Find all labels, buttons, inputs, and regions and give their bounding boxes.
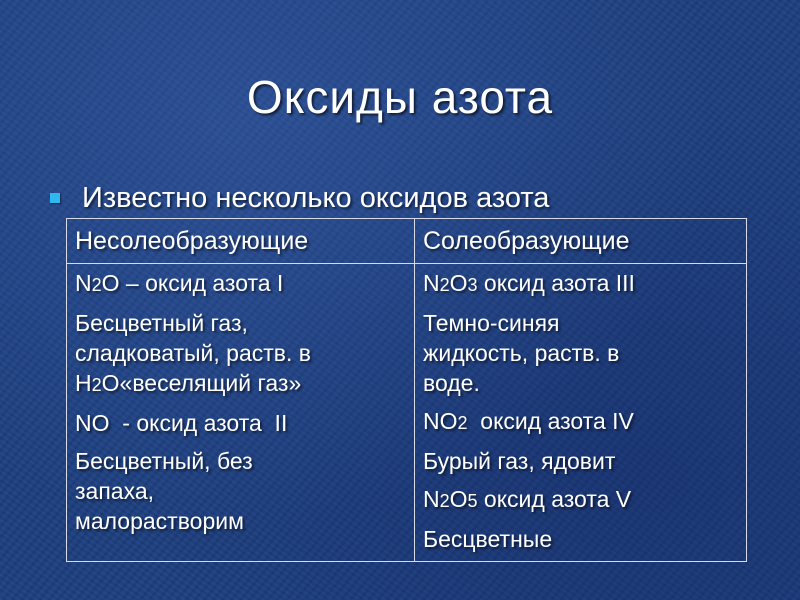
formula-no: NO - оксид азота II (75, 410, 288, 436)
formula-part: O (449, 270, 468, 296)
square-bullet-icon (50, 193, 60, 203)
formula-text: O – оксид азота I (101, 270, 284, 296)
formula-part: O (449, 486, 468, 512)
header-salt-forming: Солеобразующие (415, 219, 747, 264)
formula-n2o5 (423, 484, 738, 516)
no-description (75, 446, 406, 536)
formula-part: H (75, 370, 92, 396)
formula-part: N (75, 270, 92, 296)
n2o3-description (423, 308, 738, 398)
formula-text: O«веселящий газ» (101, 370, 302, 396)
description-line: Бесцветный газ, (75, 310, 248, 336)
formula-text: оксид азота V (477, 486, 632, 512)
formula-index: 2 (439, 491, 450, 511)
no2-description: Бурый газ, ядовит (423, 448, 616, 474)
salt-forming-cell (415, 264, 747, 562)
non-salt-forming-cell (67, 264, 415, 562)
description-line: Темно-синяя (423, 310, 560, 336)
table-header-row (67, 219, 747, 264)
formula-index: 5 (467, 491, 478, 511)
formula-n2o3 (423, 268, 738, 300)
description-line: малорастворим (75, 508, 244, 534)
header-non-salt-forming: Несолеобразующие (67, 219, 415, 264)
description-line: запаха, (75, 478, 155, 504)
n2o-description (75, 308, 406, 400)
description-line: воде. (423, 370, 480, 396)
formula-index: 2 (439, 275, 450, 295)
formula-index: 3 (467, 275, 478, 295)
slide-title: Оксиды азота (246, 71, 554, 123)
formula-text: оксид азота III (477, 270, 635, 296)
formula-index: 2 (91, 375, 102, 395)
description-line: Бесцветный, без (75, 448, 253, 474)
formula-part: NO (423, 408, 458, 434)
n2o5-description: Бесцветные (423, 526, 553, 552)
formula-index: 2 (457, 413, 468, 433)
formula-part: N (423, 486, 440, 512)
bullet-text: Известно несколько оксидов азота (82, 181, 550, 214)
formula-text: оксид азота IV (467, 408, 634, 434)
table-row (67, 264, 747, 562)
bullet-item (50, 180, 549, 216)
formula-n2o (75, 268, 406, 300)
oxides-table (66, 218, 747, 562)
formula-no2 (423, 406, 738, 438)
formula-index: 2 (91, 275, 102, 295)
description-line: сладковатый, раств. в (75, 340, 312, 366)
description-line (75, 368, 406, 400)
description-line: жидкость, раств. в (423, 340, 620, 366)
formula-part: N (423, 270, 440, 296)
